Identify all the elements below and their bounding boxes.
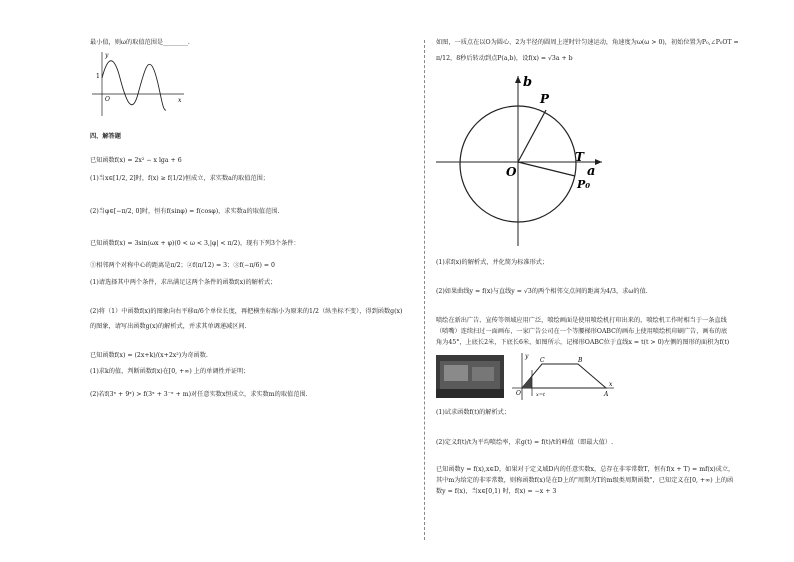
origin-label: O	[105, 96, 110, 103]
q2-part1: (1)请选择其中两个条件，求出满足这两个条件的函数f(x)的解析式；	[90, 279, 277, 286]
a-label: A	[604, 391, 609, 398]
q6-intro-line3: 数y = f(x)，当x∈[0,1) 时，f(x) = −x + 3	[436, 488, 557, 495]
sine-graph	[88, 50, 188, 118]
q4-part2: (2)如果曲线y = f(x)与直线y = √3的两个相邻交点间的距离为4/3，求ω的值.	[436, 288, 648, 295]
radius-op0	[518, 162, 575, 176]
q3-part1: (1)求k的值，判断函数f(x)在[0, +∞) 上的单调性并证明；	[90, 368, 250, 375]
q4-part1: (1)求f(x)的解析式，并化简为标准形式；	[436, 259, 549, 266]
q6-intro-line1: 已知函数y = f(x),x∈D，如果对于定义域D内的任意实数x，总存在非零常数T，恒有f(x + T) = mf(x)成立，	[436, 466, 735, 473]
q2-part2a: (2)将（1）中函数f(x)的图象向右平移π/6个单位长度，再把横坐标缩小为原来的1/2（纵坐标不变），得到函数g(x)	[90, 308, 403, 315]
x-label: x	[609, 381, 613, 388]
a-axis-arrow-icon	[595, 159, 602, 165]
xt-label: x=t	[536, 392, 546, 398]
question-top-text: 最小值，则ω的取值范围是________.	[90, 39, 190, 46]
c-label: C	[540, 357, 545, 364]
printer-photo	[436, 355, 504, 398]
trapezoid-diagram	[508, 350, 618, 402]
radius-op	[518, 110, 546, 162]
q5-intro-line2: （喷嘴）连续扫过一面画布，一家广告公司在一个等腰梯形OABC的画布上使用喷绘机印刷广告，画布的底	[436, 328, 728, 335]
q4-intro-line2: π/12，8秒后转动到点P(a,b)，设f(x) = √3a + b	[436, 55, 573, 62]
t-label: T	[575, 150, 584, 164]
trapezoid-oabc	[522, 364, 606, 388]
q1-part2: (2)当φ∈[−π/2, 0]时，恒有f(sinφ) = f(cosφ)，求实数a的取值范围.	[90, 208, 280, 215]
q4-intro-line1: 如图，一质点在以O为圆心、2为半径的圆周上逆时针匀速运动，角速度为ω(ω > 0)，初始位置为P₀,∠P₀OT =	[436, 39, 739, 46]
y-axis-label: y	[105, 52, 109, 59]
a-label: a	[587, 164, 596, 179]
column-divider	[424, 40, 425, 540]
q1-part1: (1)当x∈[1/2, 2]时，f(x) ≥ f(1/2)恒成立，求实数a的取值范围；	[90, 175, 269, 182]
q2-part2b: 的图象，请写出函数g(x)的解析式，并求其单调递减区间.	[90, 323, 247, 330]
o-label: O	[516, 390, 521, 397]
x-axis-label: x	[178, 97, 182, 104]
b-axis-arrow-icon	[515, 76, 521, 83]
answer-blank: ________.	[163, 39, 190, 46]
q3-part2: (2)若f(3ˣ + 9ˣ) > f(3ˣ + 3⁻ˣ + m)对任意实数x恒成立，求实数m的取值范围.	[90, 391, 308, 398]
q5-intro-line1: 喷绘在新出广告、宣传等领域应用广泛，喷绘画面是使用喷绘机打印出来的，喷绘机工作时相当于一条直线	[436, 317, 727, 324]
q5-part2: (2)定义f(t)/t为平均喷绘率，求g(t) = f(t)/t的峰值（即最大值）.	[436, 439, 614, 446]
b-label: b	[523, 75, 533, 90]
sine-curve	[102, 61, 166, 110]
q2-intro: 已知函数f(x) = 3sin(ωx + φ)(0 < ω < 3,|φ| < π/2)，现有下列3个条件：	[90, 240, 300, 247]
circle-diagram	[434, 70, 604, 252]
q1-intro: 已知函数f(x) = 2x² − x lga + 6	[90, 157, 182, 164]
q5-intro-line3: 角为45°，上底长2米，下底长6米，如图所示，记梯形OABC位于直线x = t(t > 0)左侧的图形的面积为f(t)	[436, 339, 730, 346]
q5-part1: (1)试求函数f(t)的解析式；	[436, 409, 511, 416]
section-header: 四、解答题	[90, 133, 121, 140]
q2-conditions: ①相邻两个对称中心的距离是π/2；②f(π/12) = 3；③f(−π/6) = 0	[90, 262, 275, 269]
tick-one-label: 1	[96, 73, 100, 80]
b-label: B	[578, 357, 583, 364]
p-label: P	[540, 92, 550, 106]
y-label: y	[525, 353, 529, 360]
p0-label: P₀	[577, 178, 591, 191]
q3-intro: 已知函数f(x) = (2x+k)/(x+2x²)为奇函数.	[90, 352, 208, 359]
q6-intro-line2: 其中m为给定的非零常数，则称函数f(x)是在D上的"周期为T的m级类周期函数"，已知定义在[0, +∞) 上的函	[436, 477, 734, 484]
o-label: O	[506, 165, 517, 179]
